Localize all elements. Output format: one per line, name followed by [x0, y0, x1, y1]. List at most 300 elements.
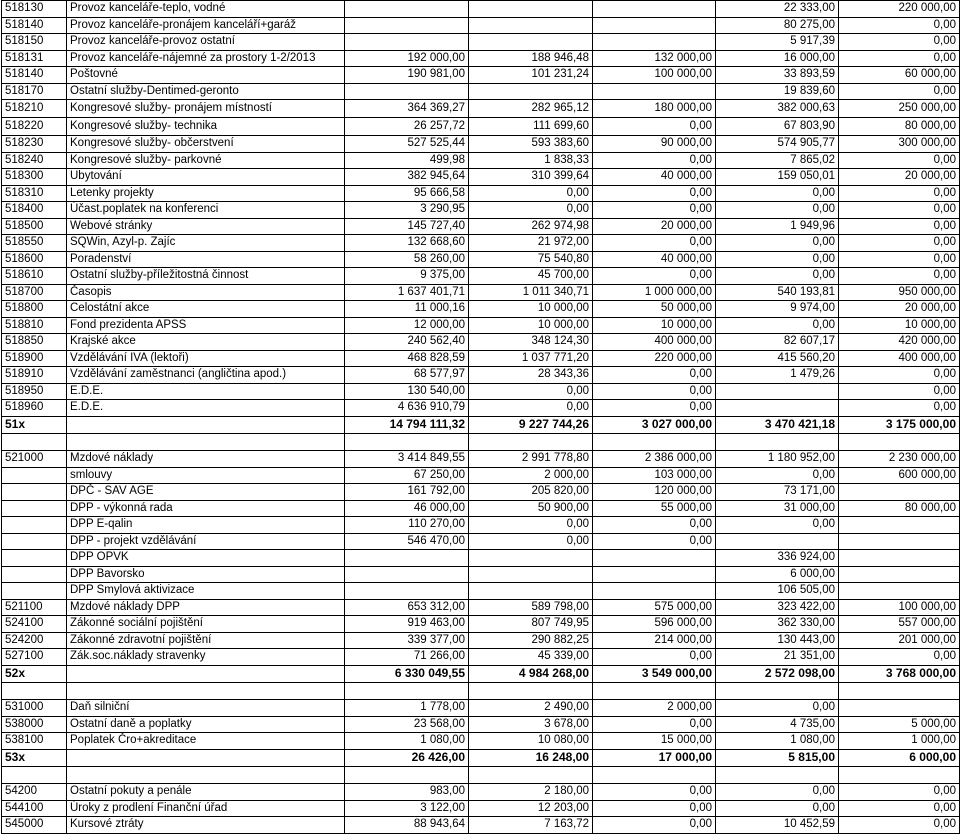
amount-cell-col5 [839, 533, 960, 550]
account-code-cell: 521100 [2, 599, 67, 616]
amount-cell-col2: 2 490,00 [469, 700, 593, 717]
account-name-cell: Daň silniční [67, 700, 345, 717]
amount-cell-col3: 20 000,00 [593, 218, 716, 235]
amount-cell-col5: 0,00 [839, 235, 960, 252]
amount-cell-col4: 1 180 952,00 [716, 451, 839, 468]
account-code-cell: 531000 [2, 700, 67, 717]
amount-cell-col5: 20 000,00 [839, 169, 960, 186]
amount-cell-col5: 250 000,00 [839, 100, 960, 118]
amount-cell-col4: 0,00 [716, 185, 839, 202]
amount-cell-col2: 3 678,00 [469, 716, 593, 733]
amount-cell-col2: 348 124,30 [469, 334, 593, 351]
table-row [2, 716, 960, 733]
amount-cell-col1: 26 426,00 [345, 749, 469, 767]
amount-cell-col5 [839, 583, 960, 600]
amount-cell-col1: 145 727,40 [345, 218, 469, 235]
empty-cell [2, 434, 67, 451]
amount-cell-col5: 0,00 [839, 817, 960, 834]
amount-cell-col3: 2 000,00 [593, 700, 716, 717]
table-row [2, 517, 960, 534]
amount-cell-col4: 1 080,00 [716, 733, 839, 750]
account-code-cell: 518600 [2, 251, 67, 268]
amount-cell-col2: 290 882,25 [469, 632, 593, 649]
account-name-cell: Provoz kanceláře-teplo, vodné [67, 1, 345, 18]
empty-cell [839, 683, 960, 700]
account-name-cell: Kongresové služby- technika [67, 118, 345, 136]
table-row [2, 566, 960, 583]
amount-cell-col5: 220 000,00 [839, 1, 960, 18]
table-row [2, 268, 960, 285]
table-row [2, 484, 960, 501]
table-row [2, 218, 960, 235]
account-code-cell: 518230 [2, 136, 67, 153]
amount-cell-col1: 6 330 049,55 [345, 665, 469, 683]
account-code-cell [2, 500, 67, 517]
amount-cell-col2: 75 540,80 [469, 251, 593, 268]
empty-cell [593, 683, 716, 700]
account-name-cell: Účast.poplatek na konferenci [67, 202, 345, 219]
table-row [2, 649, 960, 666]
account-code-cell: 538100 [2, 733, 67, 750]
account-code-cell [2, 550, 67, 567]
amount-cell-col2 [469, 550, 593, 567]
amount-cell-col2: 2 000,00 [469, 467, 593, 484]
amount-cell-col1: 88 943,64 [345, 817, 469, 834]
amount-cell-col3: 0,00 [593, 367, 716, 384]
table-row [2, 118, 960, 136]
amount-cell-col3: 0,00 [593, 383, 716, 400]
amount-cell-col5: 3 175 000,00 [839, 416, 960, 434]
table-row [2, 350, 960, 367]
account-code-cell: 518800 [2, 301, 67, 318]
amount-cell-col1: 11 000,16 [345, 301, 469, 318]
amount-cell-col4: 0,00 [716, 268, 839, 285]
amount-cell-col2: 1 838,33 [469, 152, 593, 169]
account-name-cell: Kongresové služby- parkovné [67, 152, 345, 169]
amount-cell-col2: 7 163,72 [469, 817, 593, 834]
amount-cell-col1: 161 792,00 [345, 484, 469, 501]
table-row [2, 500, 960, 517]
account-code-cell: 54200 [2, 784, 67, 801]
amount-cell-col3: 100 000,00 [593, 67, 716, 84]
amount-cell-col1: 23 568,00 [345, 716, 469, 733]
amount-cell-col5: 80 000,00 [839, 118, 960, 136]
account-code-cell: 518140 [2, 67, 67, 84]
amount-cell-col1: 240 562,40 [345, 334, 469, 351]
account-code-cell [2, 484, 67, 501]
amount-cell-col5: 1 000,00 [839, 733, 960, 750]
amount-cell-col5: 5 000,00 [839, 716, 960, 733]
amount-cell-col5: 0,00 [839, 34, 960, 51]
amount-cell-col3: 0,00 [593, 152, 716, 169]
account-code-cell: 545000 [2, 817, 67, 834]
amount-cell-col2: 807 749,95 [469, 616, 593, 633]
amount-cell-col5: 3 768 000,00 [839, 665, 960, 683]
table-row [2, 800, 960, 817]
amount-cell-col4: 0,00 [716, 317, 839, 334]
empty-cell [716, 683, 839, 700]
amount-cell-col2 [469, 17, 593, 34]
table-row [2, 533, 960, 550]
table-row [2, 34, 960, 51]
account-code-cell [2, 533, 67, 550]
amount-cell-col4: 7 865,02 [716, 152, 839, 169]
amount-cell-col1 [345, 17, 469, 34]
amount-cell-col5: 0,00 [839, 268, 960, 285]
amount-cell-col1: 468 828,59 [345, 350, 469, 367]
amount-cell-col1: 71 266,00 [345, 649, 469, 666]
amount-cell-col4: 0,00 [716, 800, 839, 817]
amount-cell-col5: 201 000,00 [839, 632, 960, 649]
account-name-cell: Celostátní akce [67, 301, 345, 318]
account-name-cell: Webové stránky [67, 218, 345, 235]
amount-cell-col5 [839, 550, 960, 567]
amount-cell-col2: 10 080,00 [469, 733, 593, 750]
amount-cell-col4: 82 607,17 [716, 334, 839, 351]
amount-cell-col4: 336 924,00 [716, 550, 839, 567]
account-code-cell [2, 517, 67, 534]
amount-cell-col5 [839, 566, 960, 583]
amount-cell-col5: 0,00 [839, 800, 960, 817]
amount-cell-col4: 4 735,00 [716, 716, 839, 733]
account-name-cell: DPP - výkonná rada [67, 500, 345, 517]
amount-cell-col2: 1 011 340,71 [469, 284, 593, 301]
amount-cell-col5: 600 000,00 [839, 467, 960, 484]
table-row [2, 700, 960, 717]
account-code-cell: 518130 [2, 1, 67, 18]
amount-cell-col3: 596 000,00 [593, 616, 716, 633]
account-name-cell: Fond prezidenta APSS [67, 317, 345, 334]
amount-cell-col3: 0,00 [593, 118, 716, 136]
amount-cell-col1: 546 470,00 [345, 533, 469, 550]
amount-cell-col2: 0,00 [469, 202, 593, 219]
amount-cell-col1: 9 375,00 [345, 268, 469, 285]
account-name-cell: Mzdové náklady [67, 451, 345, 468]
amount-cell-col1: 3 122,00 [345, 800, 469, 817]
amount-cell-col3: 220 000,00 [593, 350, 716, 367]
account-name-cell: smlouvy [67, 467, 345, 484]
account-code-cell: 527100 [2, 649, 67, 666]
account-name-cell: Ostatní daně a poplatky [67, 716, 345, 733]
account-name-cell: Kongresové služby- občerstvení [67, 136, 345, 153]
account-code-cell: 518170 [2, 83, 67, 100]
amount-cell-col3 [593, 83, 716, 100]
account-code-cell: 518610 [2, 268, 67, 285]
budget-table [1, 0, 960, 834]
amount-cell-col2: 0,00 [469, 185, 593, 202]
amount-cell-col1: 364 369,27 [345, 100, 469, 118]
amount-cell-col1: 110 270,00 [345, 517, 469, 534]
empty-cell [716, 767, 839, 784]
empty-cell [2, 683, 67, 700]
account-name-cell: Ubytování [67, 169, 345, 186]
amount-cell-col5: 100 000,00 [839, 599, 960, 616]
empty-cell [469, 683, 593, 700]
amount-cell-col2: 101 231,24 [469, 67, 593, 84]
amount-cell-col5: 0,00 [839, 83, 960, 100]
amount-cell-col5: 0,00 [839, 202, 960, 219]
amount-cell-col1: 46 000,00 [345, 500, 469, 517]
account-code-cell: 518700 [2, 284, 67, 301]
amount-cell-col3: 103 000,00 [593, 467, 716, 484]
account-name-cell: DPČ - SAV AGE [67, 484, 345, 501]
empty-cell [345, 683, 469, 700]
amount-cell-col4: 0,00 [716, 235, 839, 252]
amount-cell-col1: 919 463,00 [345, 616, 469, 633]
amount-cell-col4: 73 171,00 [716, 484, 839, 501]
table-row [2, 817, 960, 834]
table-row [2, 550, 960, 567]
amount-cell-col3: 1 000 000,00 [593, 284, 716, 301]
account-name-cell: E.D.E. [67, 383, 345, 400]
account-code-cell: 518240 [2, 152, 67, 169]
amount-cell-col5: 0,00 [839, 17, 960, 34]
amount-cell-col2: 593 383,60 [469, 136, 593, 153]
amount-cell-col5: 400 000,00 [839, 350, 960, 367]
amount-cell-col2: 10 000,00 [469, 317, 593, 334]
account-name-cell: Provoz kanceláře-pronájem kanceláří+garáž [67, 17, 345, 34]
empty-cell [716, 434, 839, 451]
amount-cell-col3: 40 000,00 [593, 169, 716, 186]
amount-cell-col3: 55 000,00 [593, 500, 716, 517]
amount-cell-col3: 0,00 [593, 800, 716, 817]
amount-cell-col5: 0,00 [839, 185, 960, 202]
amount-cell-col2 [469, 1, 593, 18]
amount-cell-col3: 575 000,00 [593, 599, 716, 616]
amount-cell-col3: 3 027 000,00 [593, 416, 716, 434]
amount-cell-col1: 1 080,00 [345, 733, 469, 750]
amount-cell-col5: 0,00 [839, 400, 960, 417]
amount-cell-col5: 0,00 [839, 383, 960, 400]
amount-cell-col1: 26 257,72 [345, 118, 469, 136]
table-row [2, 1, 960, 18]
amount-cell-col3: 15 000,00 [593, 733, 716, 750]
amount-cell-col4: 106 505,00 [716, 583, 839, 600]
amount-cell-col3: 0,00 [593, 202, 716, 219]
amount-cell-col2: 2 180,00 [469, 784, 593, 801]
amount-cell-col4 [716, 533, 839, 550]
amount-cell-col1: 132 668,60 [345, 235, 469, 252]
account-name-cell [67, 416, 345, 434]
account-name-cell: Časopis [67, 284, 345, 301]
account-code-cell: 518500 [2, 218, 67, 235]
table-row [2, 583, 960, 600]
amount-cell-col3: 3 549 000,00 [593, 665, 716, 683]
amount-cell-col2: 205 820,00 [469, 484, 593, 501]
account-code-cell: 518300 [2, 169, 67, 186]
amount-cell-col4: 415 560,20 [716, 350, 839, 367]
amount-cell-col4: 31 000,00 [716, 500, 839, 517]
amount-cell-col3: 132 000,00 [593, 50, 716, 67]
table-row [2, 235, 960, 252]
empty-cell [67, 767, 345, 784]
amount-cell-col1: 382 945,64 [345, 169, 469, 186]
account-name-cell: E.D.E. [67, 400, 345, 417]
amount-cell-col2: 0,00 [469, 533, 593, 550]
subtotal-row [2, 665, 960, 683]
account-code-cell: 518400 [2, 202, 67, 219]
account-name-cell: DPP Smylová aktivizace [67, 583, 345, 600]
table-row [2, 185, 960, 202]
account-code-cell: 518220 [2, 118, 67, 136]
amount-cell-col4: 9 974,00 [716, 301, 839, 318]
amount-cell-col1: 130 540,00 [345, 383, 469, 400]
amount-cell-col1 [345, 34, 469, 51]
empty-cell [593, 434, 716, 451]
amount-cell-col2: 188 946,48 [469, 50, 593, 67]
amount-cell-col1: 527 525,44 [345, 136, 469, 153]
amount-cell-col4: 1 949,96 [716, 218, 839, 235]
amount-cell-col4: 0,00 [716, 467, 839, 484]
amount-cell-col3: 17 000,00 [593, 749, 716, 767]
table-row [2, 152, 960, 169]
account-code-cell: 538000 [2, 716, 67, 733]
amount-cell-col5 [839, 517, 960, 534]
amount-cell-col1: 192 000,00 [345, 50, 469, 67]
amount-cell-col4: 6 000,00 [716, 566, 839, 583]
account-code-cell: 518210 [2, 100, 67, 118]
amount-cell-col4: 2 572 098,00 [716, 665, 839, 683]
empty-cell [2, 767, 67, 784]
table-row [2, 83, 960, 100]
account-name-cell: DPP Bavorsko [67, 566, 345, 583]
amount-cell-col1: 3 414 849,55 [345, 451, 469, 468]
account-code-cell: 518960 [2, 400, 67, 417]
account-code-cell: 518900 [2, 350, 67, 367]
amount-cell-col1: 1 778,00 [345, 700, 469, 717]
amount-cell-col4: 159 050,01 [716, 169, 839, 186]
amount-cell-col2 [469, 83, 593, 100]
amount-cell-col4: 323 422,00 [716, 599, 839, 616]
amount-cell-col4 [716, 383, 839, 400]
empty-cell [67, 683, 345, 700]
amount-cell-col4 [716, 400, 839, 417]
amount-cell-col3: 0,00 [593, 817, 716, 834]
amount-cell-col2: 0,00 [469, 383, 593, 400]
empty-cell [839, 434, 960, 451]
amount-cell-col1: 4 636 910,79 [345, 400, 469, 417]
table-row [2, 301, 960, 318]
table-row [2, 383, 960, 400]
empty-cell [593, 767, 716, 784]
account-code-cell [2, 467, 67, 484]
amount-cell-col2: 50 900,00 [469, 500, 593, 517]
amount-cell-col1: 68 577,97 [345, 367, 469, 384]
account-name-cell: Úroky z prodlení Finanční úřad [67, 800, 345, 817]
amount-cell-col5: 2 230 000,00 [839, 451, 960, 468]
amount-cell-col1: 983,00 [345, 784, 469, 801]
amount-cell-col2: 28 343,36 [469, 367, 593, 384]
amount-cell-col1: 339 377,00 [345, 632, 469, 649]
table-row [2, 17, 960, 34]
amount-cell-col3: 400 000,00 [593, 334, 716, 351]
table-row [2, 451, 960, 468]
amount-cell-col4: 21 351,00 [716, 649, 839, 666]
amount-cell-col5: 0,00 [839, 649, 960, 666]
amount-cell-col5: 80 000,00 [839, 500, 960, 517]
amount-cell-col3: 40 000,00 [593, 251, 716, 268]
account-name-cell: Poštovné [67, 67, 345, 84]
account-name-cell: Zákonné zdravotní pojištění [67, 632, 345, 649]
account-name-cell: Vzdělávání IVA (lektoři) [67, 350, 345, 367]
spacer-row [2, 683, 960, 700]
amount-cell-col3: 0,00 [593, 235, 716, 252]
account-code-cell: 518550 [2, 235, 67, 252]
empty-cell [345, 434, 469, 451]
account-name-cell: Krajské akce [67, 334, 345, 351]
amount-cell-col3: 0,00 [593, 185, 716, 202]
amount-cell-col4: 19 839,60 [716, 83, 839, 100]
account-code-cell: 518131 [2, 50, 67, 67]
amount-cell-col4: 362 330,00 [716, 616, 839, 633]
amount-cell-col3 [593, 550, 716, 567]
account-name-cell: Kongresové služby- pronájem místností [67, 100, 345, 118]
account-code-cell [2, 566, 67, 583]
amount-cell-col2: 45 339,00 [469, 649, 593, 666]
amount-cell-col2: 2 991 778,80 [469, 451, 593, 468]
amount-cell-col4: 574 905,77 [716, 136, 839, 153]
account-name-cell: Poradenství [67, 251, 345, 268]
amount-cell-col3: 180 000,00 [593, 100, 716, 118]
account-code-cell: 52x [2, 665, 67, 683]
account-code-cell: 518140 [2, 17, 67, 34]
amount-cell-col3: 0,00 [593, 533, 716, 550]
amount-cell-col3: 0,00 [593, 784, 716, 801]
amount-cell-col4: 0,00 [716, 202, 839, 219]
amount-cell-col3 [593, 566, 716, 583]
amount-cell-col5: 0,00 [839, 251, 960, 268]
amount-cell-col5: 6 000,00 [839, 749, 960, 767]
amount-cell-col5: 0,00 [839, 50, 960, 67]
table-row [2, 784, 960, 801]
amount-cell-col1: 3 290,95 [345, 202, 469, 219]
amount-cell-col4: 130 443,00 [716, 632, 839, 649]
amount-cell-col1: 58 260,00 [345, 251, 469, 268]
account-name-cell: Vzdělávání zaměstnanci (angličtina apod.) [67, 367, 345, 384]
amount-cell-col4: 22 333,00 [716, 1, 839, 18]
table-row [2, 317, 960, 334]
amount-cell-col2: 4 984 268,00 [469, 665, 593, 683]
empty-cell [839, 767, 960, 784]
amount-cell-col1: 95 666,58 [345, 185, 469, 202]
amount-cell-col3 [593, 1, 716, 18]
amount-cell-col5 [839, 484, 960, 501]
amount-cell-col5: 420 000,00 [839, 334, 960, 351]
account-name-cell: Zák.soc.náklady stravenky [67, 649, 345, 666]
account-code-cell: 518150 [2, 34, 67, 51]
amount-cell-col4: 1 479,26 [716, 367, 839, 384]
amount-cell-col4: 382 000,63 [716, 100, 839, 118]
spacer-row [2, 767, 960, 784]
amount-cell-col2: 0,00 [469, 400, 593, 417]
amount-cell-col2: 282 965,12 [469, 100, 593, 118]
account-code-cell: 518910 [2, 367, 67, 384]
account-name-cell: Mzdové náklady DPP [67, 599, 345, 616]
amount-cell-col4: 67 803,90 [716, 118, 839, 136]
amount-cell-col1: 12 000,00 [345, 317, 469, 334]
amount-cell-col2: 589 798,00 [469, 599, 593, 616]
account-name-cell: Provoz kanceláře-provoz ostatní [67, 34, 345, 51]
amount-cell-col2: 10 000,00 [469, 301, 593, 318]
table-row [2, 599, 960, 616]
account-name-cell [67, 749, 345, 767]
account-code-cell: 521000 [2, 451, 67, 468]
account-code-cell: 518810 [2, 317, 67, 334]
empty-cell [67, 434, 345, 451]
table-row [2, 733, 960, 750]
table-row [2, 67, 960, 84]
amount-cell-col4: 16 000,00 [716, 50, 839, 67]
